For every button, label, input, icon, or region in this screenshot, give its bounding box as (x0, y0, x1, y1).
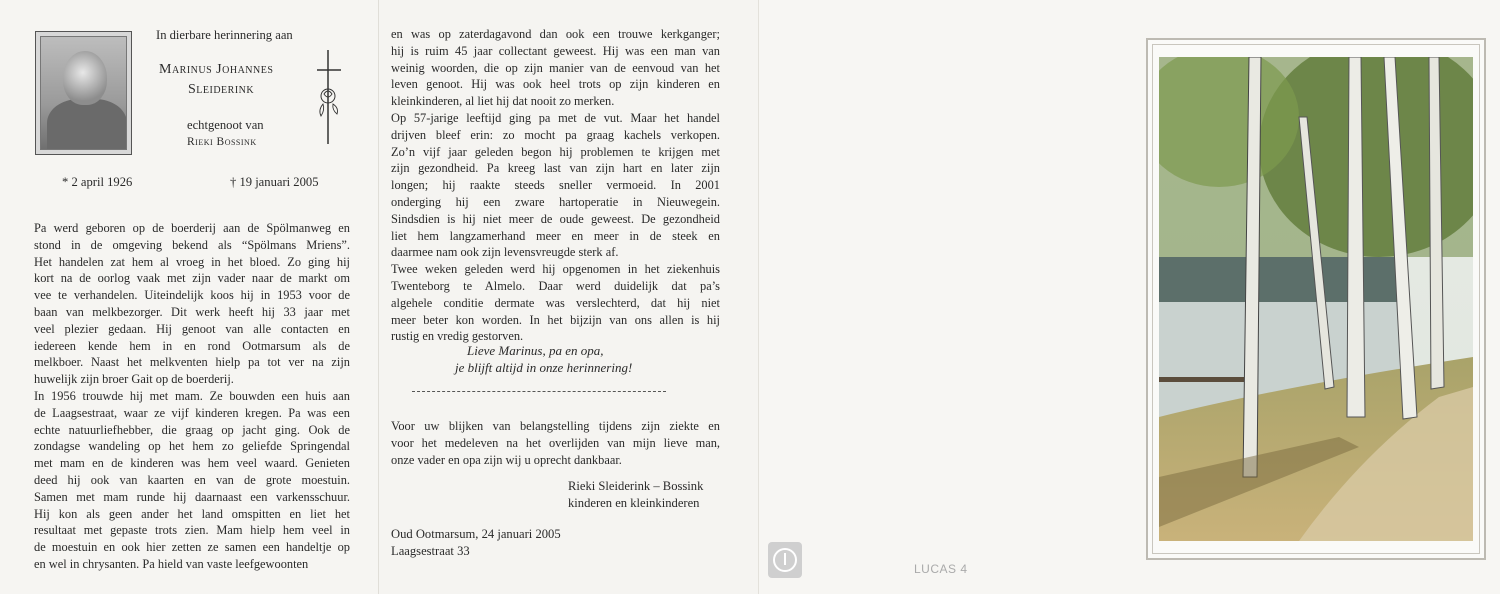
text-line: melkboer. Naast het melkventen hielp pa tot ver na zijn (34, 355, 350, 370)
text-line: Voor uw blijken van belangstelling tijdens zijn ziekte en (391, 419, 720, 433)
poem-line-1: Lieve Marinus, pa en opa, (467, 343, 604, 358)
printer-mark: LUCAS 4 (914, 562, 968, 576)
text-line: en wel in chrysanten. Pa hield van vaste leefgewoonten (34, 556, 309, 571)
poem-line-2: je blijft altijd in onze herinnering! (455, 360, 633, 375)
text-line: Samen met mam runde hij daarnaast een varkensschuur. (34, 489, 350, 504)
place-line-1: Oud Ootmarsum, 24 januari 2005 (391, 527, 561, 541)
text-line: deed hij ook van kaarten en van de grote moestuin. (34, 472, 350, 487)
text-line: veel plezier gedaan. Hij genoot van alle contacten en (34, 321, 350, 336)
text-line: Twee weken geleden werd hij opgenomen in het ziekenhuis (391, 262, 720, 277)
text-line: vee te verhandelen. Uiteindelijk koos hij in 1953 voor de (34, 288, 350, 303)
text-line: Sindsdien is hij niet meer de oude geweest. De gezondheid (391, 211, 720, 226)
text-line: huwelijk zijn broer Gait op de boerderij. (34, 372, 234, 387)
text-line: In 1956 trouwde hij met mam. Ze bouwden een huis aan (34, 388, 350, 403)
text-line: onderging hij een zware hartoperatie in Nieuwegein. (391, 194, 720, 209)
text-line: echte natuurliefhebber, die graag op jacht ging. Ook de (34, 422, 350, 437)
text-line: kleinkinderen, al liet hij dat nooit zo merken. (391, 94, 615, 109)
text-line: de Laagsestraat, waar ze vijf kinderen kregen. Pa was een (34, 405, 350, 420)
text-line: Zo’n vijf jaar geleden begon hij problemen te krijgen met (391, 144, 720, 159)
signature-line-1: Rieki Sleiderink – Bossink (568, 479, 704, 493)
signature-line-2: kinderen en kleinkinderen (568, 496, 700, 510)
text-line: zondagse wandeling op het hem zo geliefde Springendal (34, 439, 350, 454)
portrait-image (40, 36, 127, 150)
story-column-1 (34, 220, 350, 573)
text-line: resultaat met gepaste trots zien. Mam hielp hem veel in (34, 523, 350, 538)
birch-lake-landscape-image (1159, 57, 1473, 541)
text-line: weinig woorden, die op zijn manier van de eenvoud van het (391, 60, 720, 75)
spouse-label: echtgenoot van (187, 118, 264, 132)
death-date: † 19 januari 2005 (230, 175, 319, 189)
text-line: onze vader en opa zijn wij u oprecht dankbaar. (391, 452, 622, 467)
text-line: algehele conditie dermate was verslechterd, dat hij niet (391, 295, 720, 310)
text-line: Pa werd geboren op de boerderij aan de Spölmanweg en (34, 221, 350, 235)
divider (412, 391, 666, 392)
text-line: met mam en de kinderen was hem veel waard. Genieten (34, 456, 350, 471)
text-line: meer beter kon worden. In het bijzijn van ons allen is hij (391, 312, 720, 327)
text-line: zijn gezondheid. Pa kreeg last van zijn hart en later zijn (391, 161, 720, 176)
text-line: leven genoot. Hij was ook heel trots op zijn kinderen en (391, 77, 720, 92)
place-line-2: Laagsestraat 33 (391, 544, 470, 558)
text-line: de moestuin en ook hier zetten ze samen een handeltje op (34, 540, 350, 555)
birth-date: * 2 april 1926 (62, 175, 133, 189)
text-line: daarmee nam ook zijn levensvreugde sterk af. (391, 245, 619, 260)
cross-rose-icon (315, 48, 345, 148)
text-line: Het handelen zat hem al vroeg in het bloed. Zo ging hij (34, 254, 350, 269)
intro-text: In dierbare herinnering aan (156, 28, 293, 42)
text-line: rustig en vredig gestorven. (391, 329, 524, 344)
text-line: baan van melkbezorger. Dit werk heeft hij 33 jaar met (34, 304, 350, 319)
story-column-2 (391, 26, 720, 345)
text-line: kort na de oorlog vaak met zijn vader naar de markt om (34, 271, 350, 286)
text-line: hij is ruim 45 jaar collectant geweest. Hij was een man van (391, 43, 720, 58)
name-line-1: Marinus Johannes (159, 62, 274, 77)
text-line: voor het medeleven na het overlijden van mijn lieve man, (391, 435, 720, 450)
text-line: iedereen kende hem in en rond Ootmarsum als de (34, 338, 350, 353)
text-line: en was op zaterdagavond dan ook een trouwe kerkganger; (391, 27, 720, 41)
text-line: stond in de omgeving bekend als “Spölmans Mriens”. (34, 237, 350, 252)
text-line: liet hem langzamerhand meer en meer in de steek en (391, 228, 720, 243)
name-line-2: Sleiderink (188, 82, 255, 97)
text-line: Hij kon als geen ander het land omspitten en liet het (34, 506, 350, 521)
spouse-name: Rieki Bossink (187, 136, 257, 148)
blank-panel (758, 0, 1130, 594)
text-line: longen; hij raakte steeds sneller vermoeid. In 2001 (391, 178, 720, 193)
text-line: drijven bleef erin: zo mocht pa graag kachels verkopen. (391, 127, 720, 142)
printer-logo-icon (768, 542, 802, 578)
portrait-photo (35, 31, 132, 155)
text-line: Twenteborg te Almelo. Daar werd duidelijk dat pa’s (391, 278, 720, 293)
thanks-text (391, 418, 720, 468)
text-line: Op 57-jarige leeftijd ging pa met de vut. Maar het handel (391, 110, 720, 125)
